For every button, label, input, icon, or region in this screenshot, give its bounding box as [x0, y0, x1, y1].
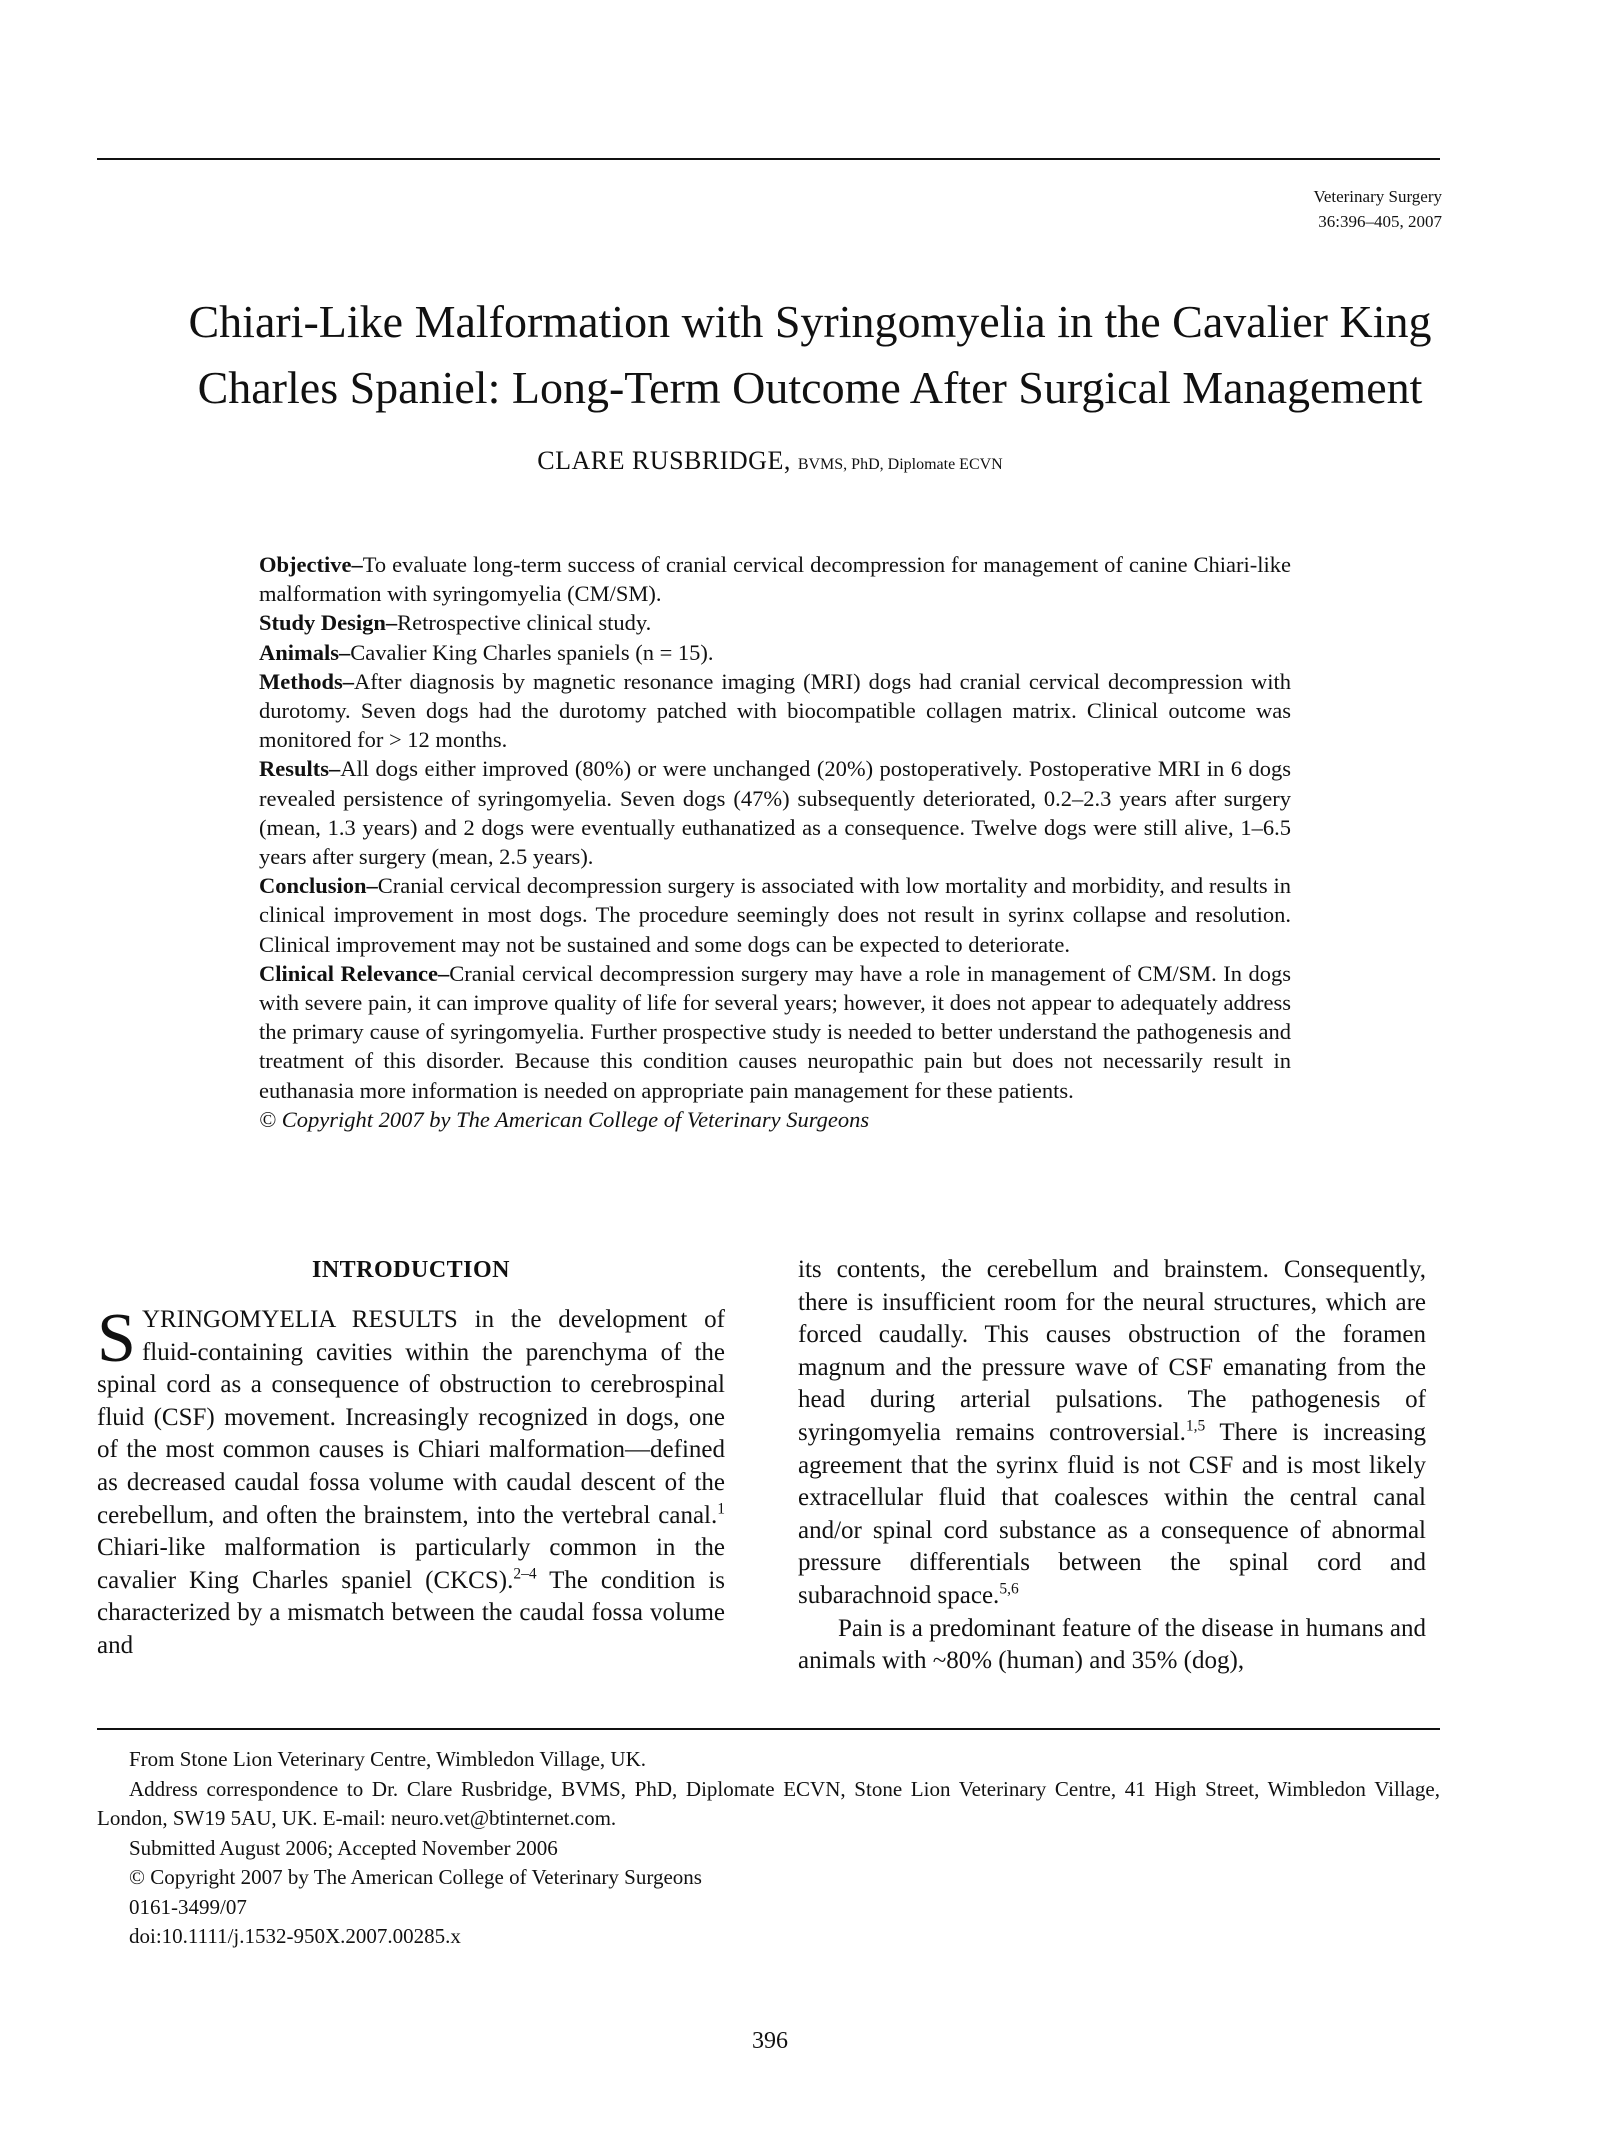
reference-superscript: 1	[717, 1500, 725, 1518]
top-rule	[97, 158, 1440, 160]
footnotes	[97, 1745, 1440, 1952]
section-heading-introduction: INTRODUCTION	[311, 1257, 511, 1283]
author-line	[0, 446, 1540, 476]
objective-text: To evaluate long-term success of cranial cervical decompression for management of canine Chiari-like malformation with syringomyelia (CM/SM).	[259, 552, 1291, 607]
footnote-affiliation: From Stone Lion Veterinary Centre, Wimbledon Village, UK.	[129, 1747, 646, 1771]
abstract-relevance	[259, 959, 1291, 1105]
abstract-results	[259, 754, 1291, 871]
design-text: Retrospective clinical study.	[397, 610, 652, 636]
reference-superscript: 2–4	[513, 1565, 537, 1583]
author-name: CLARE RUSBRIDGE,	[537, 446, 791, 475]
footnote-rule	[97, 1728, 1440, 1730]
title-line-1: Chiari-Like Malformation with Syringomyelia in the Cavalier King	[188, 295, 1432, 347]
body-column-right	[798, 1254, 1426, 1678]
author-credentials: BVMS, PhD, Diplomate ECVN	[797, 456, 1003, 473]
footnote-address	[97, 1775, 1440, 1834]
abstract-design	[259, 608, 1291, 637]
abstract-objective	[259, 550, 1291, 608]
footnote-issn: 0161-3499/07	[129, 1894, 247, 1919]
intro-text-1: YRINGOMYELIA RESULTS in the development of fluid-containing cavities within the parenchyma of the spinal cord as a consequence of obstruction to cerebrospinal fluid (CSF) movement. Increasingly recognized in dogs, one of the most common causes is Chiari malformation—defined as decreased caudal fossa volume with caudal descent of the cerebellum, and often the brainstem, into the vertebral canal.	[97, 1306, 725, 1529]
title-line-2: Charles Spaniel: Long-Term Outcome After Surgical Management	[197, 361, 1423, 413]
drop-cap: S	[97, 1300, 136, 1377]
intro-text-3-left: The condition is characterized by a mismatch between the caudal fossa volume and	[97, 1566, 725, 1659]
body-column-left	[97, 1254, 725, 1663]
results-text: All dogs either improved (80%) or were unchanged (20%) postoperatively. Postoperative MRI in 6 dogs revealed persistence of syringomyelia. Seven dogs (47%) subsequently deteriorated, 0.2–2.3 years after surgery (mean, 1.3 years) and 2 dogs were eventually euthanatized as a consequence. Twelve dogs were still alive, 1–6.5 years after surgery (mean, 2.5 years).	[259, 756, 1291, 870]
article-title	[80, 289, 1540, 421]
journal-citation: 36:396–405, 2007	[1318, 212, 1442, 231]
reference-superscript: 1,5	[1185, 1417, 1206, 1435]
methods-text: After diagnosis by magnetic resonance imaging (MRI) dogs had cranial cervical decompression with durotomy. Seven dogs had the durotomy patched with biocompatible collagen matrix. Clinical outcome was monitored for > 12 months.	[259, 668, 1291, 753]
intro-text-2: Chiari-like malformation is particularly common in the cavalier King Charles spaniel (CKCS).	[97, 1534, 725, 1594]
intro-paragraph-1-cont	[798, 1254, 1426, 1613]
journal-name: Veterinary Surgery	[1313, 187, 1442, 206]
reference-superscript: 5,6	[999, 1580, 1019, 1598]
objective-label: Objective–	[259, 552, 363, 577]
page-number: 396	[752, 2028, 788, 2054]
intro-paragraph-1	[97, 1300, 725, 1663]
abstract	[259, 550, 1291, 1134]
journal-info	[1313, 184, 1442, 234]
abstract-methods	[259, 667, 1291, 755]
animals-label: Animals–	[259, 639, 351, 665]
abstract-animals	[259, 638, 1291, 667]
footnote-doi: doi:10.1111/j.1532-950X.2007.00285.x	[129, 1924, 461, 1948]
footnote-copyright: © Copyright 2007 by The American College of Veterinary Surgeons	[129, 1865, 702, 1889]
abstract-copyright: © Copyright 2007 by The American College of Veterinary Surgeons	[259, 1106, 870, 1132]
conclusion-text: Cranial cervical decompression surgery is associated with low mortality and morbidity, and results in clinical improvement in most dogs. The procedure seemingly does not result in syrinx collapse and resolution. Clinical improvement may not be sustained and some dogs can be expected to deteriorate.	[259, 873, 1291, 957]
intro-text-4: There is increasing agreement that the syrinx fluid is not CSF and is most likely extracellular fluid that coalesces within the central canal and/or spinal cord substance as a consequence of abnormal pressure differentials between the spinal cord and subarachnoid space.	[798, 1418, 1426, 1609]
animals-text: Cavalier King Charles spaniels (n = 15).	[350, 639, 714, 665]
abstract-conclusion	[259, 871, 1291, 959]
design-label: Study Design–	[259, 610, 398, 636]
intro-paragraph-2: Pain is a predominant feature of the disease in humans and animals with ~80% (human) and 35% (dog),	[798, 1614, 1426, 1675]
relevance-label: Clinical Relevance–	[259, 960, 450, 986]
intro-text-3-right: its contents, the cerebellum and brainstem. Consequently, there is insufficient room for the neural structures, which are forced caudally. This causes obstruction of the foramen magnum and the pressure wave of CSF emanating from the head during arterial pulsations. The pathogenesis of syringomyelia remains controversial.	[798, 1256, 1426, 1446]
conclusion-label: Conclusion–	[259, 873, 378, 899]
relevance-text: Cranial cervical decompression surgery may have a role in management of CM/SM. In dogs with severe pain, it can improve quality of life for several years; however, it does not appear to adequately address the primary cause of syringomyelia. Further prospective study is needed to better understand the pathogenesis and treatment of this disorder. Because this condition causes neuropathic pain but does not necessarily result in euthanasia more information is needed on appropriate pain management for these patients.	[259, 960, 1291, 1103]
footnote-submitted: Submitted August 2006; Accepted November 2006	[129, 1835, 558, 1860]
results-label: Results–	[259, 756, 341, 782]
address-text: Address correspondence to Dr. Clare Rusbridge, BVMS, PhD, Diplomate ECVN, Stone Lion Veterinary Centre, 41 High Street, Wimbledon Village, London, SW19 5AU, UK. E-mail: neuro.vet@btinternet.com.	[97, 1776, 1440, 1830]
methods-label: Methods–	[259, 668, 354, 694]
